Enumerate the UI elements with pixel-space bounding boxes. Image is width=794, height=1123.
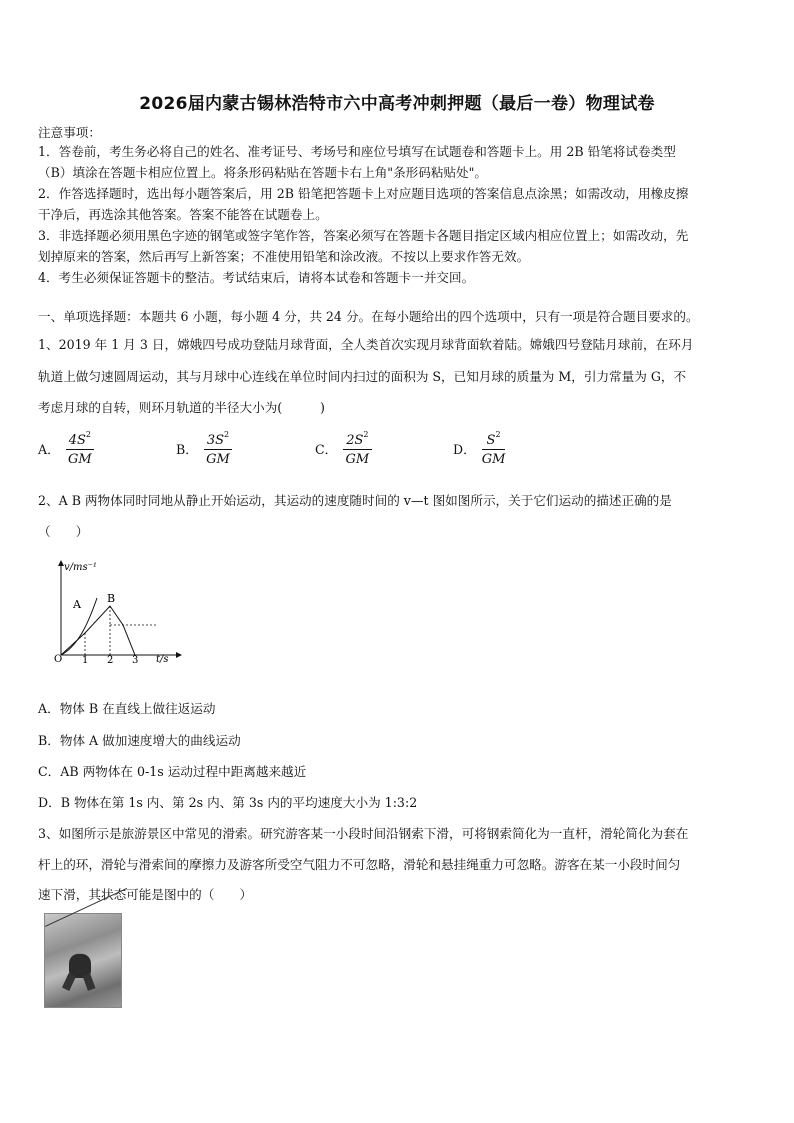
question-1-line-3: 考虑月球的自转，则环月轨道的半径大小为( ) xyxy=(38,400,325,415)
vt-graph xyxy=(48,558,188,668)
option-label: B． xyxy=(176,442,198,457)
fraction: $\frac{4S^2}{GM}$ xyxy=(66,430,94,467)
zipline-photo xyxy=(44,913,122,1008)
note-3-line-1: 3．非选择题必须用黑色字迹的钢笔或签字笔作答，答案必须写在答题卡各题目指定区域内相应位置上；如需改动，先 xyxy=(38,228,689,243)
note-1-line-2: （B）填涂在答题卡相应位置上。将条形码粘贴在答题卡右上角"条形码粘贴处"。 xyxy=(38,165,488,180)
paper-title: 2026届内蒙古锡林浩特市六中高考冲刺押题（最后一卷）物理试卷 xyxy=(139,94,655,114)
label-b: B xyxy=(107,592,116,605)
question-1-line-2: 轨道上做匀速圆周运动，其与月球中心连线在单位时间内扫过的面积为 S，已知月球的质量为 M，引力常量为 G，不 xyxy=(38,369,687,384)
q1-option-c xyxy=(315,430,372,467)
q1-option-d xyxy=(453,430,505,467)
x-axis-arrow xyxy=(176,652,182,658)
fraction: $\frac{2S^2}{GM}$ xyxy=(343,430,371,467)
fraction: $\frac{S^2}{GM}$ xyxy=(481,430,506,467)
option-label: D． xyxy=(453,442,476,457)
question-2-line-1: 2、A B 两物体同时同地从静止开始运动，其运动的速度随时间的 v—t 图如图所示，关于它们运动的描述正确的是 xyxy=(38,493,672,508)
y-axis-label: v/ms⁻¹ xyxy=(64,562,97,573)
tick-3: 3 xyxy=(132,655,139,666)
line-b xyxy=(61,606,135,655)
q1-option-a xyxy=(38,430,94,467)
fraction: $\frac{3S^2}{GM}$ xyxy=(204,430,232,467)
option-label: A． xyxy=(38,442,60,457)
note-3-line-2: 划掉原来的答案，然后再写上新答案；不准使用铅笔和涂改液。不按以上要求作答无效。 xyxy=(38,249,530,264)
q2-option-c: C．AB 两物体在 0-1s 运动过程中距离越来越近 xyxy=(38,764,307,779)
label-a: A xyxy=(73,598,81,611)
question-3-line-1: 3、如图所示是旅游景区中常见的滑索。研究游客某一小段时间沿钢索下滑，可将钢索简化为一直杆，滑轮简化为套在 xyxy=(38,826,689,841)
notes-heading: 注意事项： xyxy=(38,125,101,140)
question-1-line-1: 1、2019 年 1 月 3 日，嫦娥四号成功登陆月球背面，全人类首次实现月球背面软着陆。嫦娥四号登陆月球前，在环月 xyxy=(38,337,694,352)
x-axis-label: t/s xyxy=(156,654,169,665)
question-3-line-3: 速下滑，其状态可能是图中的（ ） xyxy=(38,887,253,902)
option-label: C． xyxy=(315,442,338,457)
tick-1: 1 xyxy=(82,655,89,666)
section-heading: 一、单项选择题：本题共 6 小题，每小题 4 分，共 24 分。在每小题给出的四个选项中，只有一项是符合题目要求的。 xyxy=(38,309,699,324)
origin-label: O xyxy=(54,654,63,665)
q2-option-a: A．物体 B 在直线上做往返运动 xyxy=(38,701,216,716)
tick-2: 2 xyxy=(107,655,114,666)
question-3-line-2: 杆上的环，滑轮与滑索间的摩擦力及游客所受空气阻力不可忽略，滑轮和悬挂绳重力可忽略。游客在某一小段时间匀 xyxy=(38,857,681,872)
q2-option-b: B．物体 A 做加速度增大的曲线运动 xyxy=(38,733,241,748)
note-4: 4．考生必须保证答题卡的整洁。考试结束后，请将本试卷和答题卡一并交回。 xyxy=(38,270,475,285)
note-1-line-1: 1．答卷前，考生务必将自己的姓名、准考证号、考场号和座位号填写在试题卷和答题卡上。用 2B 铅笔将试卷类型 xyxy=(38,144,676,159)
note-2-line-2: 干净后，再选涂其他答案。答案不能答在试题卷上。 xyxy=(38,207,328,222)
question-2-line-2: （ ） xyxy=(38,524,89,539)
note-2-line-1: 2．作答选择题时，选出每小题答案后，用 2B 铅笔把答题卡上对应题目选项的答案信息点涂黑；如需改动，用橡皮擦 xyxy=(38,186,689,201)
q2-option-d: D．B 物体在第 1s 内、第 2s 内、第 3s 内的平均速度大小为 1:3:2 xyxy=(38,795,418,810)
q1-option-b xyxy=(176,430,232,467)
